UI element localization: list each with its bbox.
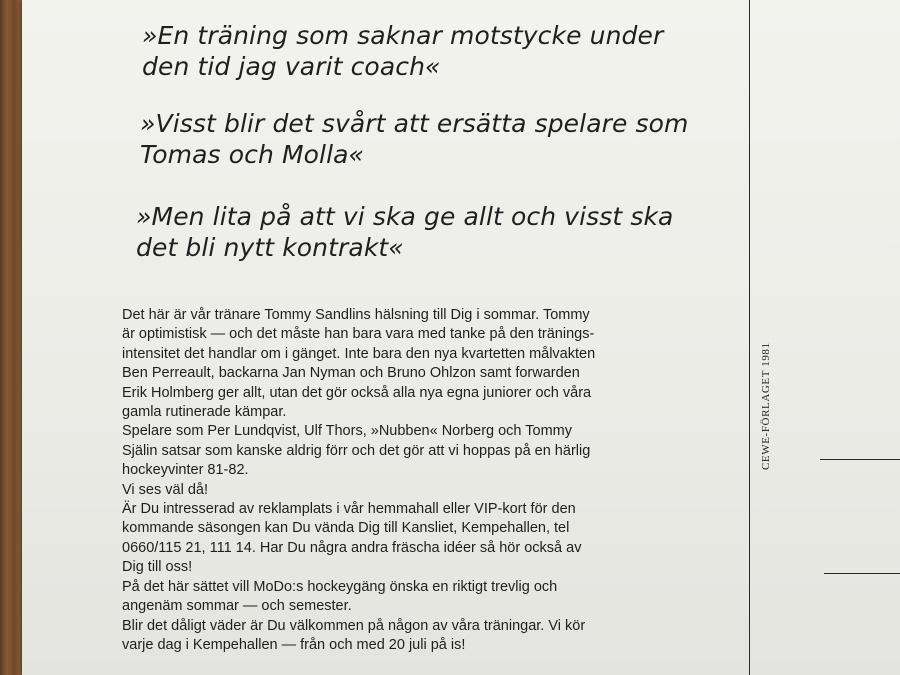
body-line: Blir det dåligt väder är Du välkommen på någon av våra träningar. Vi kör: [122, 617, 586, 634]
address-line-1: [820, 459, 900, 460]
body-line: Ben Perreault, backarna Jan Nyman och Bruno Ohlzon samt forwarden: [122, 365, 580, 382]
body-line: Spelare som Per Lundqvist, Ulf Thors, »Nubben« Norberg och Tommy: [122, 423, 572, 440]
body-line: kommande säsongen kan Du vända Dig till Kansliet, Kempehallen, tel: [122, 520, 570, 537]
body-line: 0660/115 21, 111 14. Har Du några andra fräscha idéer så hör också av: [122, 539, 582, 556]
publisher-imprint: CEWE-FÖRLAGET 1981: [760, 342, 772, 470]
postcard-center-divider: [749, 0, 750, 675]
greeting-body-text: [122, 306, 722, 655]
body-line: Dig till oss!: [122, 559, 193, 576]
quote-3: [136, 201, 736, 263]
postcard-back: [22, 0, 900, 675]
quote-1-line-2: den tid jag varit coach«: [142, 52, 441, 81]
body-line: är optimistisk — och det måste han bara vara med tanke på den tränings-: [122, 326, 595, 343]
body-line: Själin satsar som kanske aldrig förr och det gör att vi hoppas på en härlig: [122, 442, 591, 459]
quote-1: [142, 20, 742, 82]
address-line-2: [824, 573, 900, 574]
quote-2-line-2: Tomas och Molla«: [140, 140, 365, 169]
quote-2: [140, 108, 740, 170]
wooden-table-edge: [0, 0, 24, 675]
body-line: hockeyvinter 81-82.: [122, 462, 249, 479]
body-line: Vi ses väl då!: [122, 481, 208, 498]
body-line: gamla rutinerade kämpar.: [122, 404, 287, 421]
body-line: intensitet det handlar om i gänget. Inte bara den nya kvartetten målvakten: [122, 345, 596, 362]
quote-1-line-1: »En träning som saknar motstycke under: [142, 21, 664, 50]
body-line: Är Du intresserad av reklamplats i vår hemmahall eller VIP-kort för den: [122, 501, 576, 518]
quote-3-line-1: »Men lita på att vi ska ge allt och visst ska: [136, 202, 674, 231]
quote-2-line-1: »Visst blir det svårt att ersätta spelare som: [140, 109, 689, 138]
body-line: angenäm sommar — och semester.: [122, 598, 352, 615]
body-line: varje dag i Kempehallen — från och med 20 juli på is!: [122, 636, 466, 653]
body-line: Erik Holmberg ger allt, utan det gör också alla nya egna juniorer och våra: [122, 384, 592, 401]
quote-3-line-2: det bli nytt kontrakt«: [136, 233, 404, 262]
body-line: Det här är vår tränare Tommy Sandlins hälsning till Dig i sommar. Tommy: [122, 307, 590, 323]
body-line: På det här sättet vill MoDo:s hockeygäng önska en riktigt trevlig och: [122, 578, 558, 595]
